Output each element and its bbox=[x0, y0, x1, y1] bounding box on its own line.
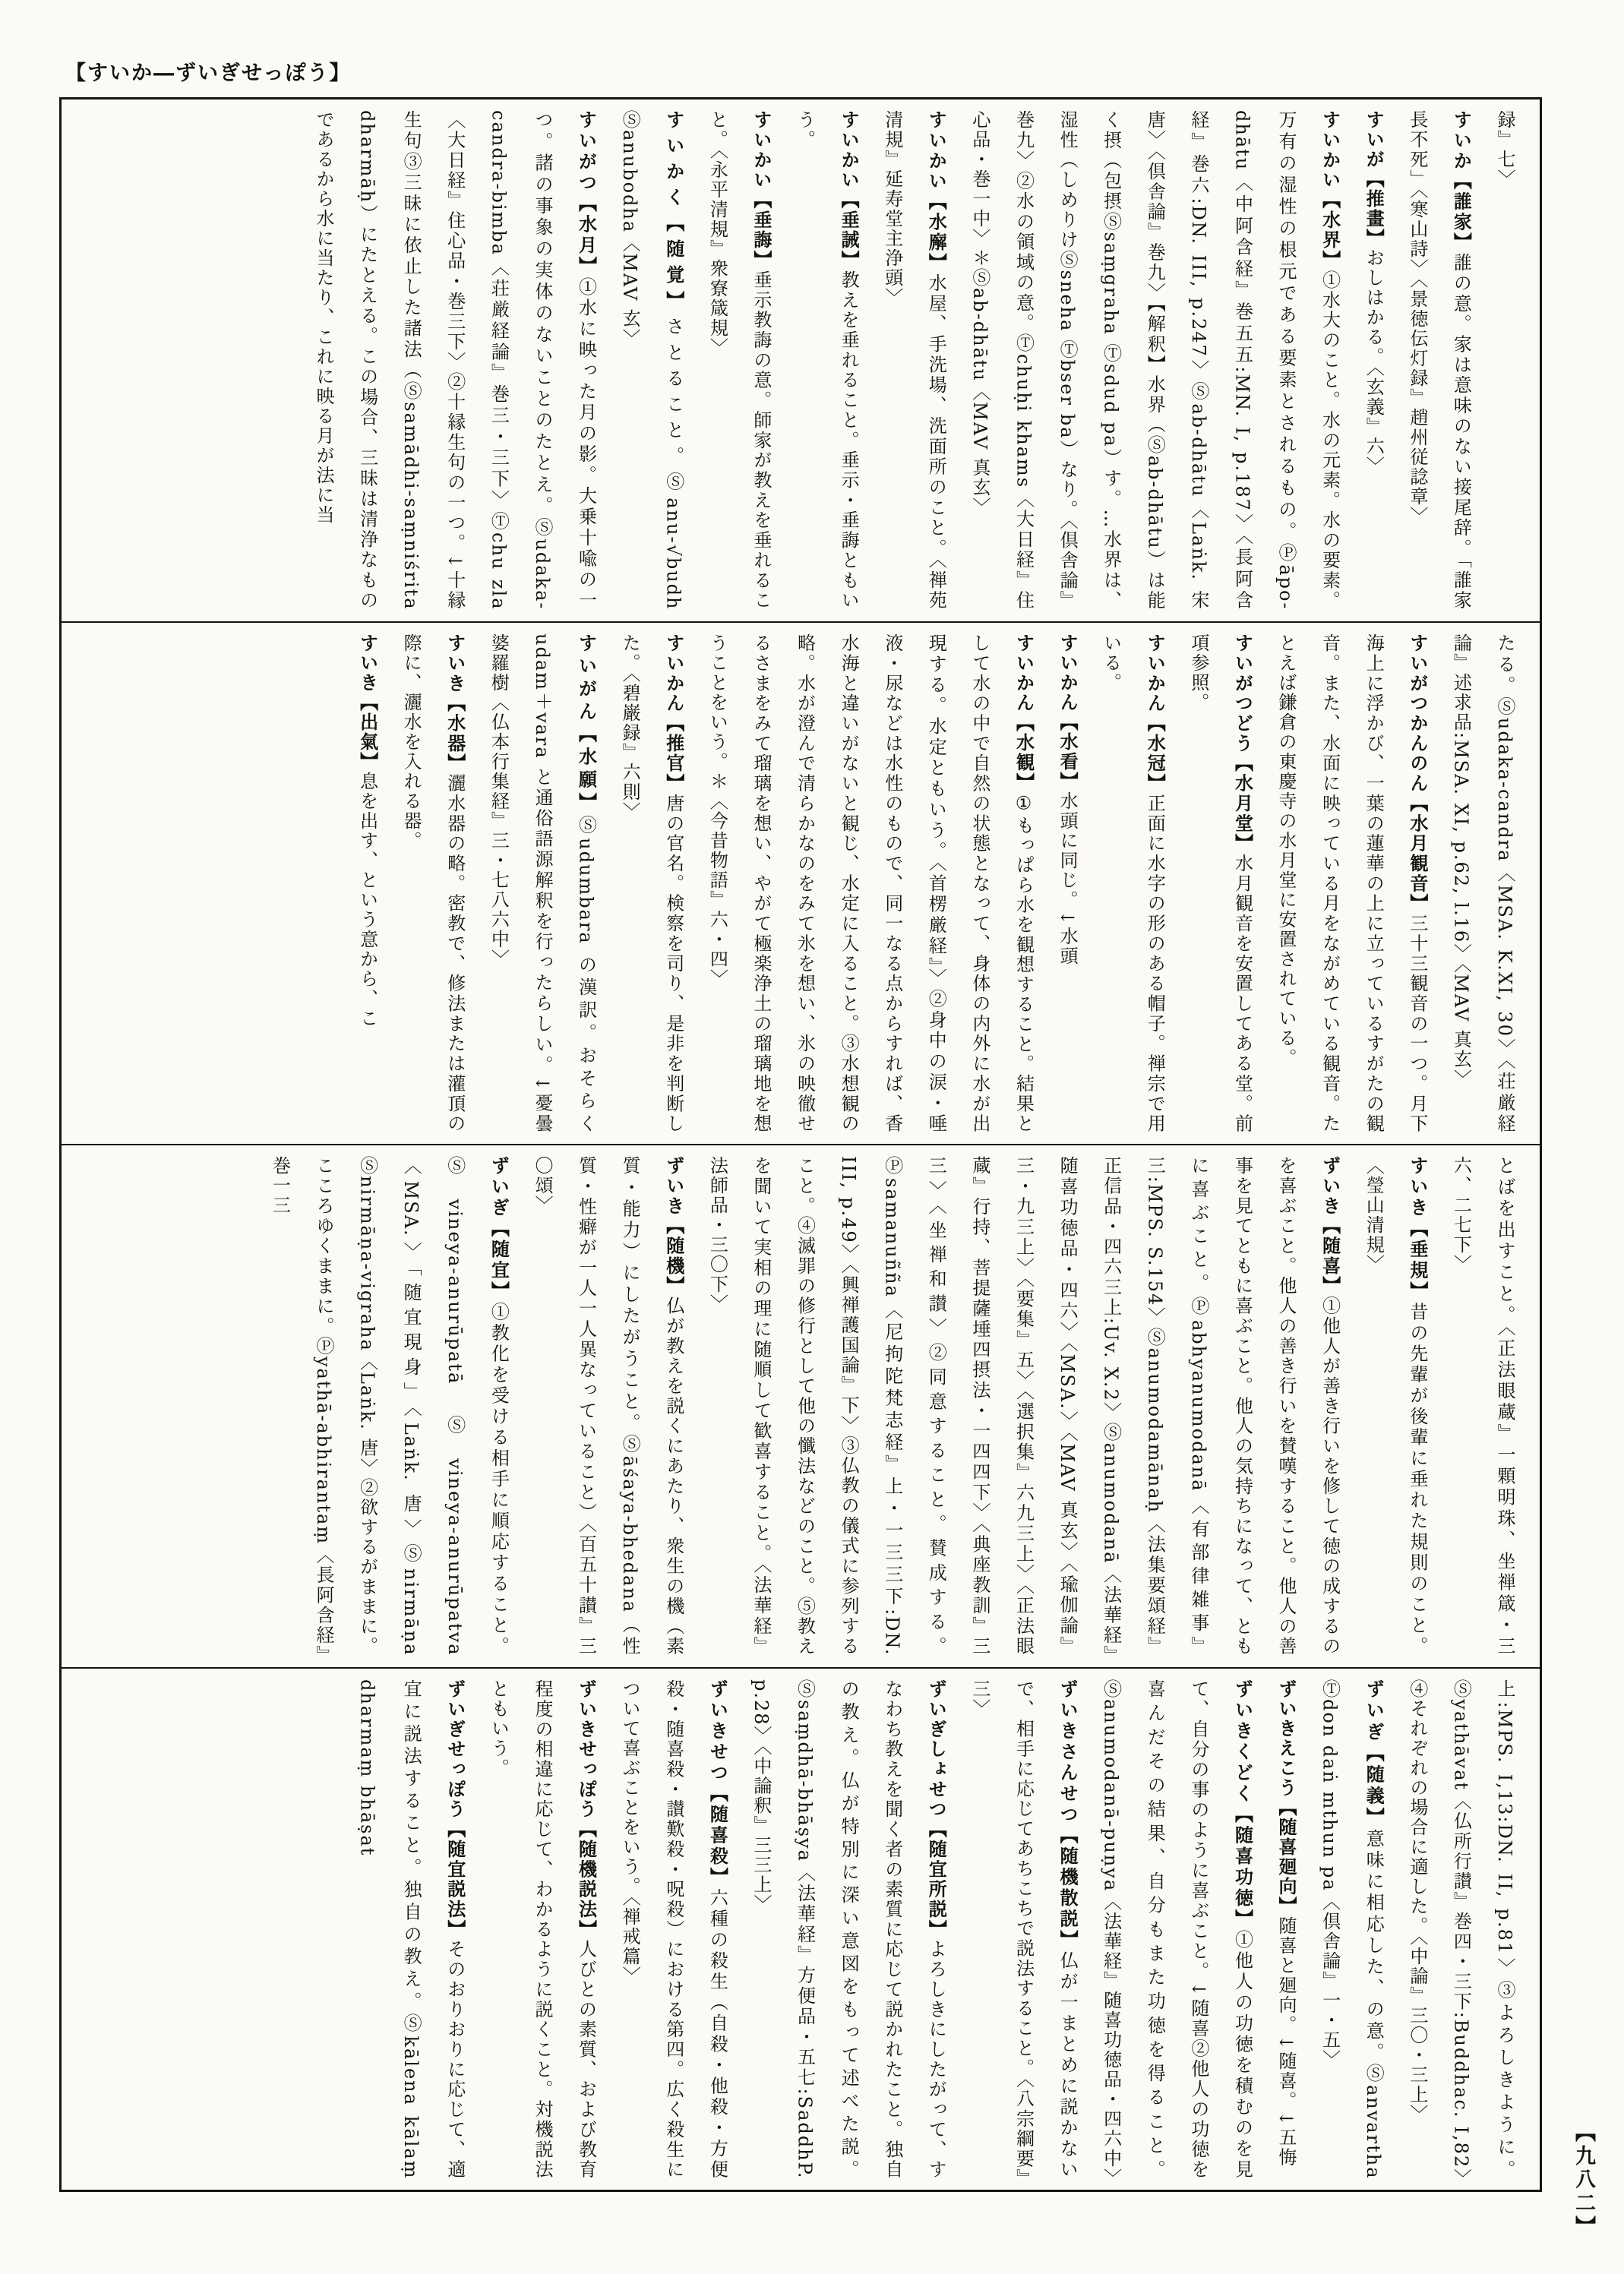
entry-headword: ずいき【随喜】 bbox=[1319, 1156, 1341, 1296]
entry-headword: すいかん【推官】 bbox=[662, 633, 684, 794]
entry-body: ①他人が善き行いを修して徳の成するのを喜ぶこと。他人の善き行いを賛嘆すること。他人の善事を見てともに喜ぶこと。他人の気持ちになって、ともに喜ぶこと。Ⓟabhyanumodanā〈有部律雑事』三:MPS. S.154〉Ⓢanumodamānaḥ〈法集要頌経』正信品・四六三上:Uv. X.2〉Ⓢanumodanā〈法華経』随喜功徳品・四六〉〈MSA.〉〈MAV 真玄〉〈瑜伽論』三・九三上〉〈要集』五〉〈選択集』六九三上〉〈正法眼蔵』行持、菩提薩埵四摂法・一四四下〉〈典座教訓』三三〉〈坐禅和讃〉②同意すること。賛成する。Ⓟsamanuñña〈尼拘陀梵志経』上・一三三下:DN. III, p.49〉〈興禅護国論』下〉③仏教の儀式に参列すること。④滅罪の修行として他の懺法などのこと。⑤教えを聞いて実相の理に随順して歓喜すること。〈法華経』法師品・三〇下〉 bbox=[706, 1156, 1341, 1657]
entry-headword: ずいき【随機】 bbox=[662, 1156, 684, 1296]
entry-zuigi-zuigi2 bbox=[1307, 1679, 1395, 2180]
entry-body: ①水大のこと。水の元素。水の要素。万有の湿性の根元である要素とされるもの。Ⓟāpo-dhātu〈中阿含経』巻五五:MN. I, p.187〉〈長阿含経』巻六:DN. III, p.247〉Ⓢab-dhātu〈Laṅk. 宋唐〉〈倶舎論』巻九〉【解釈】水界（Ⓢab-dhātu）は能く摂（包摂Ⓢsaṃgraha Ⓣsdud pa）す。…水界は、湿性（しめりけⓈsneha Ⓣbser ba）なり。〈倶舎論』巻九〉②水の領域の意。Ⓣchuḥi khams〈大日経』住心品・巻一中〉＊Ⓢab-dhātu〈MAV 真玄〉 bbox=[968, 110, 1341, 611]
entry-body: 人びとの素質、および教育程度の相違に応じて、わかるように説くこと。対機説法ともいう。 bbox=[488, 1679, 597, 2180]
entry-suikai-suikai2 bbox=[782, 110, 870, 611]
entry-suigatsukannon bbox=[1263, 633, 1438, 1134]
entry-zuikisansetsu bbox=[957, 1679, 1088, 2180]
entry-suikan-mizumi bbox=[1044, 633, 1088, 1134]
entry-body: 息を出す、という意から、こ bbox=[356, 771, 378, 1028]
entry-body: 仏が一まとめに説かないで、相手に応じてあちこちで説法すること。〈八宗綱要』三〉 bbox=[968, 1679, 1079, 2179]
entry-body: 上:MPS. I,13:DN. II, p.81〉③よろしきように。Ⓢyathāvat〈仏所行讃』巻四・三下:Buddhac. I,82〉④それぞれの場合に適した。〈中論』三〇・三上〉 bbox=[1406, 1679, 1515, 2179]
dictionary-band-1 bbox=[62, 99, 1540, 621]
entry-suigatsudo bbox=[1176, 633, 1263, 1134]
entry-suiki-shukki bbox=[345, 633, 389, 1134]
entry-headword: すいかん【水観】 bbox=[1013, 633, 1035, 792]
entry-body: 昔の先輩が後輩に垂れた規則のこと。〈瑩山清規〉 bbox=[1363, 1156, 1428, 1657]
entry-body: 仏が教えを説くにあたり、衆生の機（素質・能力）にしたがうこと。Ⓢāśaya-bhedana（性質・性癖が一人一人異なっていること）〈百五十讃』三〇頌〉 bbox=[531, 1156, 684, 1657]
entry-headword: すいかく【随覚】 bbox=[662, 110, 684, 317]
entry-headword: ずいぎ【随宜】 bbox=[488, 1156, 510, 1303]
dictionary-band-3 bbox=[62, 1144, 1540, 1667]
entry-headword: ずいきせっぽう【随機説法】 bbox=[575, 1679, 597, 1940]
entry-body: 誰の意。家は意味のない接尾辞。「誰家長不死」〈寒山詩〉〈景徳伝灯録』趙州従諗章〉 bbox=[1406, 110, 1472, 611]
entry-body: ①もっぱら水を観想すること。結果として水の中で自然の状態となって、身体の内外に水が出現する。水定ともいう。〈首楞厳経』〉②身中の涙・唾液・尿などは水性のもので、同一なる点からすれば、香水海と違いがないと観じ、水定に入ること。③水想観の略。水が澄んで清らかなのをみて氷を想い、氷の映徹せるさまをみて瑠璃を想い、やがて極楽浄土の瑠璃地を想うことをいう。＊〈今昔物語』六・四〉 bbox=[706, 633, 1035, 1133]
entry-zuiki bbox=[695, 1156, 1351, 1657]
entry-headword: ずいぎ【随義】 bbox=[1363, 1679, 1385, 1829]
entry-body: 水頭に同じ。↓水頭 bbox=[1057, 791, 1079, 966]
entry-body: 水月観音を安置してある堂。前項参照。 bbox=[1187, 633, 1253, 1134]
entry-suiga-suikaku bbox=[1351, 110, 1395, 611]
entry-body: とばを出すこと。〈正法眼蔵』一顆明珠、坐禅箴・三六、二七下〉 bbox=[1450, 1156, 1515, 1657]
entry-headword: ずいきせつ【随喜殺】 bbox=[706, 1679, 728, 1888]
entry-body: 教えを垂れること。垂示・垂誨ともいう。 bbox=[794, 110, 860, 611]
entry-suikan-suikan bbox=[695, 633, 1045, 1134]
entry-headword: すいが【推畫】 bbox=[1363, 110, 1385, 248]
entry-body: たる。Ⓢudaka-candra〈MSA. K.XI, 30〉〈荘厳経論』述求品:MSA. XI, p.62, l.16〉〈MAV 真玄〉 bbox=[1450, 633, 1515, 1133]
entry-headword: ずいぎせっぽう【随宜説法】 bbox=[444, 1679, 466, 1940]
entry-headword: ずいきさんせつ【随機散説】 bbox=[1057, 1679, 1079, 1950]
entry-headword: すいかい【垂誡】 bbox=[838, 110, 860, 270]
entry-body: さとること。Ⓢanu-√budh Ⓢanubodha〈MAV 玄〉 bbox=[619, 110, 684, 611]
entry-body: 正面に水字の形のある帽子。禅宗で用いる。 bbox=[1100, 633, 1166, 1134]
entry-body: 録』七〉 bbox=[1494, 110, 1515, 189]
entry-body: ①教化を受ける相手に順応すること。Ⓢvineya-anurūpatā Ⓢvineya-anurūpatva〈MSA.〉「随宜現身」〈Laṅk. 唐〉Ⓢnirmāṇa Ⓢnirmāṇa-vigraha〈Laṅk. 唐〉②欲するがままに。こころゆくままに。Ⓟyathā-abhirantaṃ〈長阿含経』巻一三 bbox=[269, 1156, 510, 1657]
entry-suiki-suiki bbox=[389, 633, 476, 1134]
entry-headword: すいがつ【水月】 bbox=[575, 110, 597, 277]
entry-headword: ずいきえこう【随喜廻向】 bbox=[1275, 1679, 1297, 1916]
entry-suikai-suikai bbox=[957, 110, 1351, 611]
entry-headword: すいか【誰家】 bbox=[1450, 110, 1472, 253]
entry-headword: すいかい【垂誨】 bbox=[750, 110, 772, 270]
entry-zuiki-zuiki2 bbox=[520, 1156, 694, 1657]
page-frame bbox=[59, 97, 1542, 2192]
entry-zuikieko bbox=[1263, 1679, 1307, 2180]
entry-zuigishosetsu bbox=[738, 1679, 957, 2180]
dictionary-band-4 bbox=[62, 1667, 1540, 2190]
entry-body: Ⓢudumbara の漢訳。おそらく udam＋vara と通俗語源解釈を行ったらしい。↓憂曇婆羅樹〈仏本行集経』三・七八六中〉 bbox=[488, 633, 597, 1134]
entry-body: そのおりおりに応じて、適宜に説法すること。独自の教え。Ⓢkālena kālaṃ dharmaṃ bhāṣat bbox=[356, 1679, 466, 2180]
entry-headword: すいかん【水冠】 bbox=[1144, 633, 1166, 794]
dictionary-band-2 bbox=[62, 621, 1540, 1145]
entry-suikai-mizuya bbox=[870, 110, 957, 611]
entry-headword: すいがん【水願】 bbox=[575, 633, 597, 815]
entry-headword: すいがつどう【水月堂】 bbox=[1231, 633, 1253, 854]
entry-suikaku bbox=[608, 110, 695, 611]
entry-suikan-suikan2 bbox=[608, 633, 695, 1134]
entry-headword: すいかい【水界】 bbox=[1319, 110, 1341, 270]
entry-body: ①他人の功徳を積むのを見て、自分の事のように喜ぶこと。↓随喜②他人の功徳を喜んだその結果、自分もまた功徳を得ること。Ⓢanumodanā-puṇya〈法華経』随喜功徳品・四六中〉 bbox=[1100, 1679, 1253, 2188]
entry-suigatsu bbox=[301, 110, 607, 611]
entry-body: ①水に映った月の影。大乗十喩の一つ。諸の事象の実体のないことのたとえ。Ⓢudaka-candra-bimba〈荘厳経論』巻三・三下〉Ⓣchu zla〈大日経』住心品・巻三下〉②十縁生句の一つ。↓十縁生句③三昧に依止した諸法（Ⓢsamādhi-saṃniśrita dharmāḥ）にたとえる。この場合、三昧は清浄なものであるから水に当たり、これに映る月が法に当 bbox=[312, 110, 597, 611]
entry-headword: すいかん【水看】 bbox=[1057, 633, 1079, 791]
entry-body: 灑水器の略。密教で、修法または灌頂の際に、灑水を入れる器。 bbox=[400, 633, 466, 1134]
entry-body: 随喜と廻向。↓随喜。↓五悔 bbox=[1275, 1916, 1297, 2167]
entry-headword: ずいきくどく【随喜功徳】 bbox=[1231, 1679, 1253, 1930]
entry-headword: すいき【水器】 bbox=[444, 633, 466, 773]
running-head: 【すいか―ずいぎせっぽう】 bbox=[65, 62, 352, 85]
entry-zuigiseppo bbox=[345, 1679, 476, 2180]
entry-suika-daremoie bbox=[1395, 110, 1482, 611]
entry-headword: ずいぎしょせつ【随宜所説】 bbox=[925, 1679, 947, 1940]
entry-continuation bbox=[1439, 1156, 1526, 1657]
entry-headword: すいき【出氣】 bbox=[356, 633, 378, 772]
entry-headword: すいがつかんのん【水月観音】 bbox=[1406, 633, 1428, 914]
page-number: 【九八二】 bbox=[1572, 2121, 1595, 2239]
entry-suikan-kanmuri bbox=[1088, 633, 1176, 1134]
entry-continuation bbox=[1395, 1679, 1526, 2180]
entry-body: 唐の官名。検察を司り、是非を判断した。〈碧巌録』六則〉 bbox=[619, 633, 684, 1134]
entry-headword: すいき【垂規】 bbox=[1406, 1156, 1428, 1303]
entry-body: よろしきにしたがって、すなわち教えを聞く者の素質に応じて説かれたこと。独自の教え。仏が特別に深い意図をもって述べた説。Ⓢsaṃdhā-bhāṣya〈法華経』方便品・五七:SaddhP. p.28〉〈中論釈』三三上〉 bbox=[750, 1679, 947, 2180]
entry-zuikiseppo bbox=[476, 1679, 608, 2180]
entry-suiki-suiki2 bbox=[1351, 1156, 1439, 1657]
entry-body: 六種の殺生（自殺・他殺・方便殺・随喜殺・讃歎殺・呪殺）における第四。広く殺生について喜ぶことをいう。〈禅戒篇〉 bbox=[619, 1679, 728, 2179]
entry-body: 水屋、手洗場、洗面所のこと。〈禅苑清規』延寿堂主浄頭〉 bbox=[881, 110, 947, 611]
entry-headword: すいかい【水廨】 bbox=[925, 110, 947, 273]
entry-zuigi bbox=[258, 1156, 520, 1657]
entry-continuation bbox=[1482, 110, 1526, 611]
entry-body: 垂示教誨の意。師家が教えを垂れること。〈永平清規』衆寮箴規〉 bbox=[706, 110, 772, 611]
entry-body: おしはかる。〈玄義』六〉 bbox=[1363, 248, 1385, 476]
entry-body: 意味に相応した、の意。Ⓢanvartha Ⓣdon daṅ mthun pa〈倶舎論』一・五〉 bbox=[1319, 1679, 1385, 2180]
entry-body: 三十三観音の一つ。月下海上に浮かび、一葉の蓮華の上に立っているすがたの観音。また、水面に映っている月をながめている観音。たとえば鎌倉の東慶寺の水月堂に安置されている。 bbox=[1275, 633, 1428, 1134]
entry-continuation bbox=[1439, 633, 1526, 1134]
entry-suigan bbox=[476, 633, 608, 1134]
entry-zuikikudoku bbox=[1088, 1679, 1263, 2188]
entry-zuikisetsu bbox=[608, 1679, 739, 2180]
entry-suikai-suikai3 bbox=[695, 110, 782, 611]
